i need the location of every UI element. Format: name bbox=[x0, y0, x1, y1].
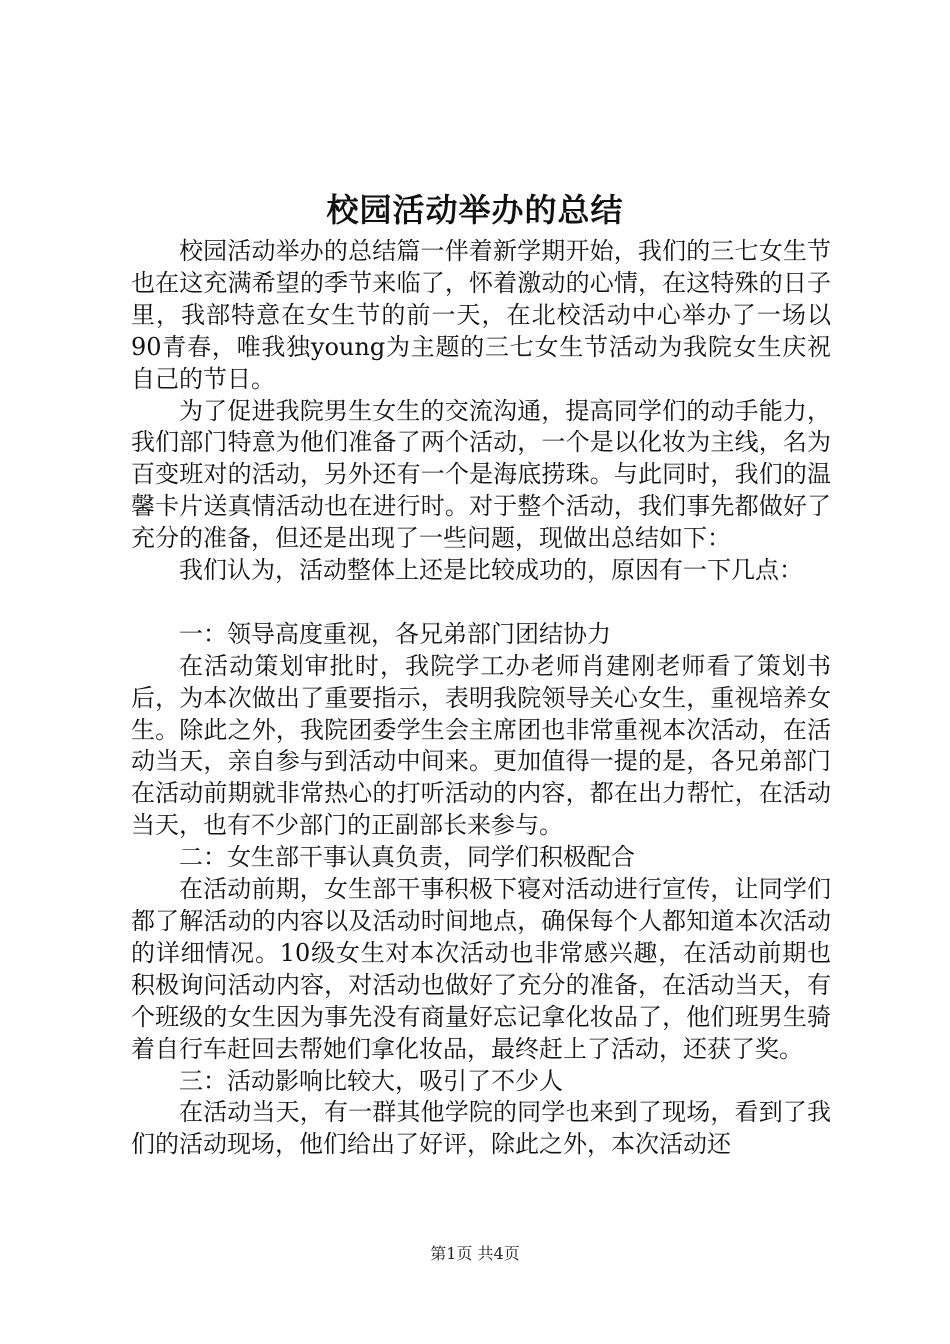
paragraph-section-3: 在活动当天，有一群其他学院的同学也来到了现场，看到了我们的活动现场，他们给出了好评，除此之外，本次活动还 bbox=[131, 1098, 831, 1159]
paragraph-summary-reasons: 我们认为，活动整体上还是比较成功的，原因有一下几点： bbox=[179, 556, 803, 585]
section-heading-1: 一：领导高度重视，各兄弟部门团结协力 bbox=[179, 619, 611, 648]
paragraph-section-2: 在活动前期，女生部干事积极下寝对活动进行宣传，让同学们都了解活动的内容以及活动时间地点，确保每个人都知道本次活动的详细情况。10级女生对本次活动也非常感兴趣，在活动前期也积极询问活动内容，对活动也做好了充分的准备，在活动当天，有个班级的女生因为事先没有商量好忘记拿化妆品了，他们班男生骑着自行车赶回去帮她们拿化妆品，最终赶上了活动，还获了奖。 bbox=[131, 875, 831, 1063]
section-heading-2: 二：女生部干事认真负责，同学们积极配合 bbox=[179, 843, 635, 872]
section-heading-3: 三：活动影响比较大，吸引了不少人 bbox=[179, 1066, 563, 1095]
paragraph-activities: 为了促进我院男生女生的交流沟通，提高同学们的动手能力，我们部门特意为他们准备了两个活动，一个是以化妆为主线，名为百变班对的活动，另外还有一个是海底捞珠。与此同时，我们的温馨卡片送真情活动也在进行时。对于整个活动，我们事先都做好了充分的准备，但还是出现了一些问题，现做出总结如下： bbox=[131, 396, 831, 553]
paragraph-section-1: 在活动策划审批时，我院学工办老师肖建刚老师看了策划书后，为本次做出了重要指示，表明我院领导关心女生，重视培养女生。除此之外，我院团委学生会主席团也非常重视本次活动，在活动当天，亲自参与到活动中间来。更加值得一提的是，各兄弟部门在活动前期就非常热心的打听活动的内容，都在出力帮忙，在活动当天，也有不少部门的正副部长来参与。 bbox=[131, 651, 831, 840]
page-number-footer: 第1页 共4页 bbox=[430, 1244, 520, 1263]
paragraph-intro: 校园活动举办的总结篇一伴着新学期开始，我们的三七女生节也在这充满希望的季节来临了，怀着激动的心情，在这特殊的日子里，我部特意在女生节的前一天，在北校活动中心举办了一场以90青春，唯我独young为主题的三七女生节活动为我院女生庆祝自己的节日。 bbox=[131, 237, 831, 393]
document-body bbox=[131, 236, 831, 1161]
document-title: 校园活动举办的总结 bbox=[326, 191, 624, 229]
